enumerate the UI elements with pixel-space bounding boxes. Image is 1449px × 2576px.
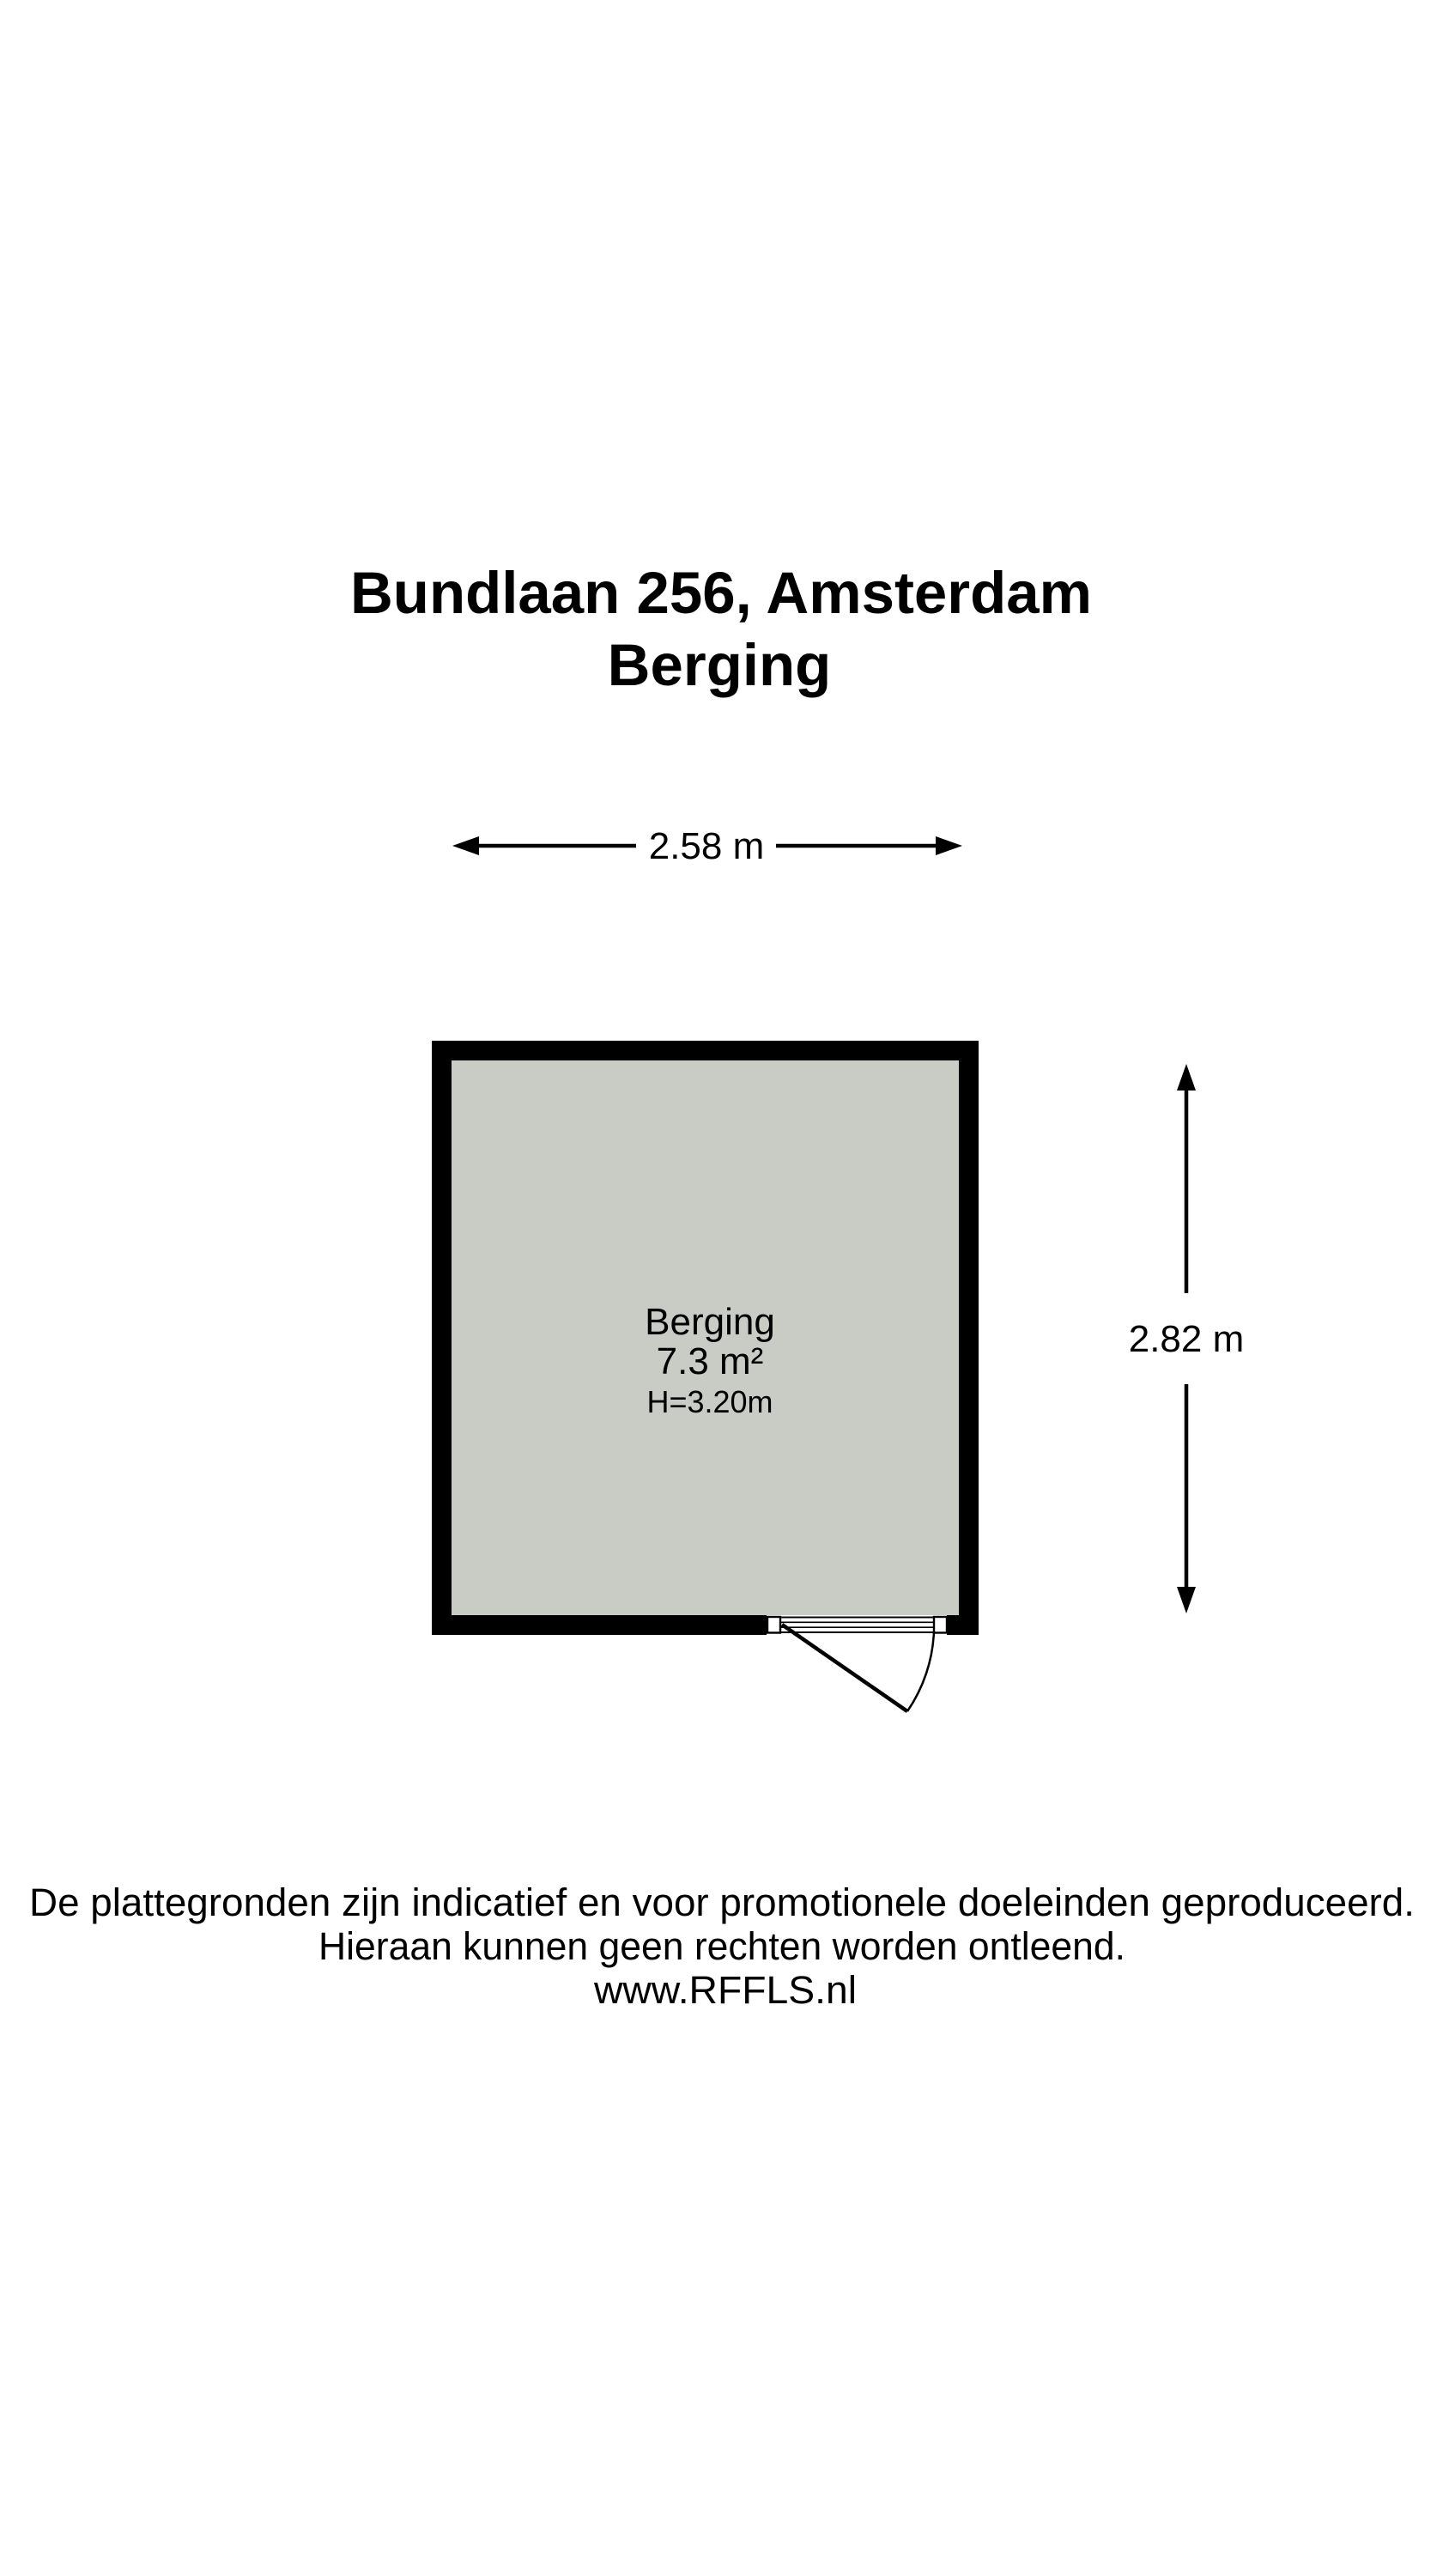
plan-title-line2: Berging	[607, 632, 832, 698]
footer-line1: De plattegronden zijn indicatief en voor promotionele doeleinden geproduceerd.	[29, 1880, 1415, 1924]
door-panel	[780, 1618, 935, 1633]
door-jamb-right	[934, 1617, 947, 1633]
footer-website-text: www.RFFLS.nl	[592, 1968, 857, 2012]
room-labels	[645, 1301, 775, 1419]
width-dimension-label: 2.58 m	[648, 825, 765, 867]
plan-title-line1: Bundlaan 256, Amsterdam	[349, 560, 1093, 626]
room-ceiling-height-label: H=3.20m	[646, 1384, 773, 1419]
footer-line2: Hieraan kunnen geen rechten worden ontleend.	[318, 1924, 1125, 1968]
room-area-label: 7.3 m²	[656, 1340, 764, 1382]
door-jamb-left	[767, 1617, 780, 1633]
height-dimension-label: 2.82 m	[1128, 1318, 1245, 1360]
room-name-label: Berging	[645, 1301, 775, 1343]
